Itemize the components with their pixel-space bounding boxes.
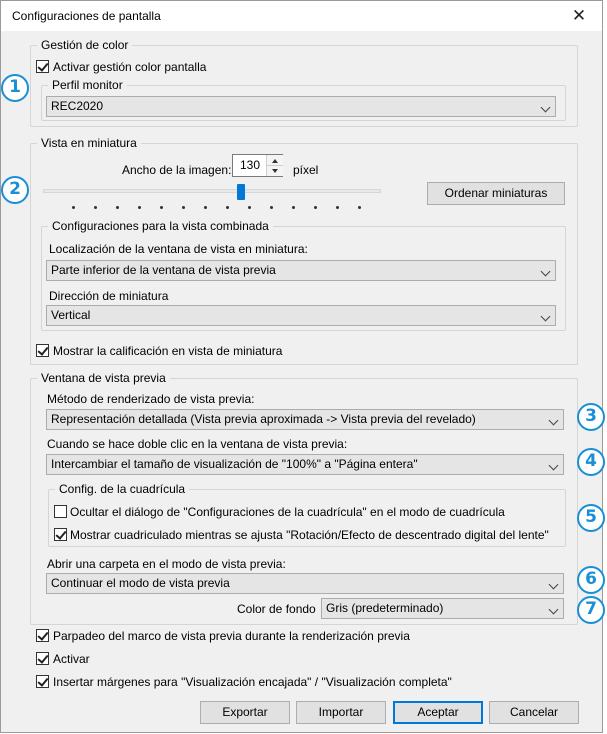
slider-tick bbox=[358, 206, 361, 209]
show-rating-checkbox[interactable] bbox=[36, 344, 49, 357]
combined-view-legend: Configuraciones para la vista combinada bbox=[48, 219, 273, 233]
slider-tick bbox=[204, 206, 207, 209]
thumbnail-location-select[interactable] bbox=[46, 260, 556, 281]
accept-button[interactable]: Aceptar bbox=[393, 701, 483, 724]
double-click-label: Cuando se hace doble clic en la ventana de vista previa: bbox=[47, 437, 348, 451]
grid-settings-legend: Config. de la cuadrícula bbox=[55, 482, 189, 496]
cancel-button[interactable]: Cancelar bbox=[489, 701, 579, 724]
dialog-title: Configuraciones de pantalla bbox=[12, 9, 161, 23]
show-rating-label: Mostrar la calificación en vista de miniatura bbox=[53, 344, 283, 358]
slider-tick bbox=[248, 206, 251, 209]
image-width-value: 130 bbox=[239, 158, 260, 172]
activate-checkbox[interactable] bbox=[36, 652, 49, 665]
export-button[interactable]: Exportar bbox=[200, 701, 290, 724]
show-grid-adjust-checkbox[interactable] bbox=[54, 528, 67, 541]
callout-badge-3: 3 bbox=[577, 403, 605, 431]
preview-flicker-checkbox[interactable] bbox=[36, 629, 49, 642]
chevron-down-icon bbox=[541, 312, 551, 322]
background-color-label: Color de fondo bbox=[237, 602, 316, 616]
thumbnail-direction-value: Vertical bbox=[51, 308, 91, 322]
background-color-value: Gris (predeterminado) bbox=[326, 601, 444, 615]
callout-badge-2: 2 bbox=[1, 176, 29, 204]
slider-tick bbox=[72, 206, 75, 209]
monitor-profile-value: REC2020 bbox=[51, 99, 104, 113]
background-color-select[interactable] bbox=[321, 598, 564, 619]
enable-color-management-label: Activar gestión color pantalla bbox=[53, 60, 207, 74]
preview-window-legend: Ventana de vista previa bbox=[37, 371, 170, 385]
image-width-stepper[interactable] bbox=[232, 154, 283, 177]
double-click-select[interactable] bbox=[46, 454, 564, 475]
image-width-unit: píxel bbox=[293, 163, 319, 177]
close-icon[interactable]: ✕ bbox=[571, 6, 587, 25]
stepper-down-icon[interactable] bbox=[267, 166, 283, 177]
hide-grid-dialog-checkbox[interactable] bbox=[54, 505, 67, 518]
slider-tick bbox=[336, 206, 339, 209]
slider-tick bbox=[270, 206, 273, 209]
open-folder-value: Continuar el modo de vista previa bbox=[51, 576, 230, 590]
callout-badge-7: 7 bbox=[577, 596, 605, 624]
insert-margins-checkbox[interactable] bbox=[36, 675, 49, 688]
open-folder-select[interactable] bbox=[46, 573, 564, 594]
color-management-legend: Gestión de color bbox=[37, 38, 132, 52]
render-method-value: Representación detallada (Vista previa aproximada -> Vista previa del revelado) bbox=[51, 412, 476, 426]
thumbnail-direction-select[interactable] bbox=[46, 305, 556, 326]
slider-tick bbox=[116, 206, 119, 209]
import-button[interactable]: Importar bbox=[296, 701, 386, 724]
activate-label: Activar bbox=[53, 652, 90, 666]
callout-badge-6: 6 bbox=[577, 566, 605, 594]
stepper-buttons bbox=[266, 155, 282, 176]
double-click-value: Intercambiar el tamaño de visualización de "100%" a "Página entera" bbox=[51, 457, 418, 471]
enable-color-management-checkbox[interactable] bbox=[36, 60, 49, 73]
show-grid-adjust-label: Mostrar cuadriculado mientras se ajusta "Rotación/Efecto de descentrado digital del lente" bbox=[70, 528, 549, 542]
callout-badge-4: 4 bbox=[577, 448, 605, 476]
callout-badge-1: 1 bbox=[1, 74, 29, 102]
image-width-slider-thumb[interactable] bbox=[237, 184, 245, 200]
render-method-select[interactable] bbox=[46, 409, 564, 430]
monitor-profile-legend: Perfil monitor bbox=[48, 78, 127, 92]
chevron-down-icon bbox=[541, 103, 551, 113]
thumbnail-location-label: Localización de la ventana de vista en miniatura: bbox=[49, 242, 308, 256]
stepper-up-icon[interactable] bbox=[267, 155, 283, 166]
monitor-profile-select[interactable] bbox=[46, 96, 556, 117]
image-width-slider-track[interactable] bbox=[43, 189, 381, 193]
chevron-down-icon bbox=[541, 267, 551, 277]
chevron-down-icon bbox=[549, 416, 559, 426]
thumbnail-direction-label: Dirección de miniatura bbox=[49, 289, 169, 303]
insert-margins-label: Insertar márgenes para "Visualización encajada" / "Visualización completa" bbox=[53, 675, 452, 689]
slider-tick bbox=[160, 206, 163, 209]
chevron-down-icon bbox=[549, 605, 559, 615]
slider-tick bbox=[94, 206, 97, 209]
thumbnail-location-value: Parte inferior de la ventana de vista previa bbox=[51, 263, 276, 277]
title-bar bbox=[1, 1, 602, 31]
chevron-down-icon bbox=[549, 580, 559, 590]
slider-tick bbox=[314, 206, 317, 209]
chevron-down-icon bbox=[549, 461, 559, 471]
open-folder-label: Abrir una carpeta en el modo de vista previa: bbox=[47, 557, 286, 571]
render-method-label: Método de renderizado de vista previa: bbox=[47, 392, 255, 406]
preview-flicker-label: Parpadeo del marco de vista previa durante la renderización previa bbox=[53, 629, 410, 643]
image-width-label: Ancho de la imagen: bbox=[122, 163, 232, 177]
hide-grid-dialog-label: Ocultar el diálogo de "Configuraciones de la cuadrícula" en el modo de cuadrícula bbox=[70, 505, 505, 519]
slider-tick bbox=[226, 206, 229, 209]
slider-tick bbox=[138, 206, 141, 209]
sort-thumbnails-button[interactable]: Ordenar miniaturas bbox=[427, 182, 565, 205]
callout-badge-5: 5 bbox=[577, 504, 605, 532]
slider-tick bbox=[292, 206, 295, 209]
slider-tick bbox=[182, 206, 185, 209]
thumbnail-view-legend: Vista en miniatura bbox=[37, 136, 141, 150]
